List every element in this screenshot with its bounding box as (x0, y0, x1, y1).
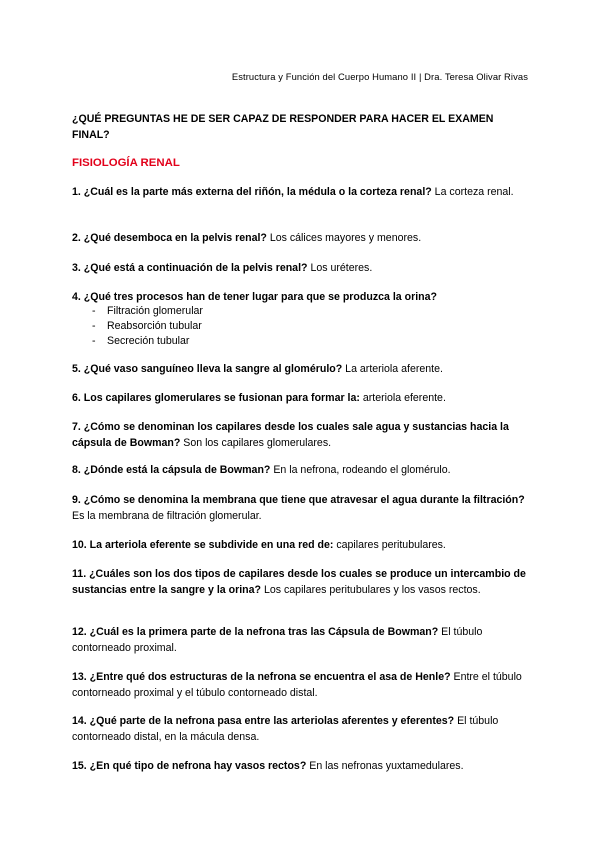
answer-text: La corteza renal. (431, 186, 514, 198)
page-title: ¿QUÉ PREGUNTAS HE DE SER CAPAZ DE RESPONDER PARA HACER EL EXAMEN FINAL? (72, 113, 494, 141)
question-13 (72, 669, 530, 701)
question-text: 10. La arteriola eferente se subdivide en una red de: (72, 539, 334, 551)
question-text: 3. ¿Qué está a continuación de la pelvis renal? (72, 262, 308, 274)
question-text: 9. ¿Cómo se denomina la membrana que tiene que atravesar el agua durante la filtración? (72, 494, 525, 506)
answer-text: Los uréteres. (307, 262, 373, 274)
question-text: 8. ¿Dónde está la cápsula de Bowman? (72, 464, 271, 476)
question-12 (72, 624, 530, 656)
answer-text: Son los capilares glomerulares. (180, 437, 332, 449)
question-8 (72, 462, 530, 478)
question-text: 14. ¿Qué parte de la nefrona pasa entre las arteriolas aferentes y eferentes? (72, 715, 455, 727)
answer-text: En la nefrona, rodeando el glomérulo. (270, 464, 451, 476)
list-item: - Filtración glomerular (92, 304, 203, 319)
answer-text: Entre el túbulo contorneado proximal y el túbulo contorneado distal. (72, 671, 522, 699)
question-7 (72, 419, 530, 451)
question-15 (72, 758, 530, 774)
list-item: - Reabsorción tubular (92, 319, 203, 334)
question-text: 12. ¿Cuál es la primera parte de la nefrona tras las Cápsula de Bowman? (72, 626, 439, 638)
section-heading: FISIOLOGÍA RENAL (72, 157, 180, 169)
question-text: 15. ¿En qué tipo de nefrona hay vasos rectos? (72, 760, 307, 772)
answer-text: El túbulo contorneado proximal. (72, 626, 483, 654)
question-2 (72, 230, 530, 246)
answer-text: Los capilares peritubulares y los vasos rectos. (261, 584, 481, 596)
answer-text: En las nefronas yuxtamedulares. (306, 760, 464, 772)
question-text: 4. ¿Qué tres procesos han de tener lugar para que se produzca la orina? (72, 291, 437, 303)
question-text: 11. ¿Cuáles son los dos tipos de capilares desde los cuales se produce un intercambio de sustancias entre la sangre y la orina? (72, 568, 526, 596)
answer-text: Los cálices mayores y menores. (266, 232, 422, 244)
answer-text: arteriola eferente. (359, 392, 446, 404)
answer-text: capilares peritubulares. (333, 539, 446, 551)
question-1 (72, 184, 530, 200)
question-text: 7. ¿Cómo se denominan los capilares desde los cuales sale agua y sustancias hacia la cápsula de Bowman? (72, 421, 509, 449)
question-text: 6. Los capilares glomerulares se fusionan para formar la: (72, 392, 360, 404)
question-3 (72, 260, 530, 276)
question-14 (72, 713, 530, 745)
list-item: - Secreción tubular (92, 334, 203, 349)
question-text: 13. ¿Entre qué dos estructuras de la nefrona se encuentra el asa de Henle? (72, 671, 451, 683)
question-text: 2. ¿Qué desemboca en la pelvis renal? (72, 232, 267, 244)
question-text: 5. ¿Qué vaso sanguíneo lleva la sangre al glomérulo? (72, 363, 343, 375)
question-11 (72, 566, 530, 598)
answer-text: El túbulo contorneado distal, en la mácula densa. (72, 715, 499, 743)
question-text: 1. ¿Cuál es la parte más externa del riñón, la médula o la corteza renal? (72, 186, 432, 198)
page-header: Estructura y Función del Cuerpo Humano II | Dra. Teresa Olivar Rivas (231, 71, 528, 82)
question-10 (72, 537, 530, 553)
question-9 (72, 492, 530, 524)
answer-text: La arteriola aferente. (342, 363, 443, 375)
question-4 (72, 289, 530, 305)
question-6 (72, 390, 530, 406)
question-5 (72, 361, 530, 377)
answer-text: Es la membrana de filtración glomerular. (72, 510, 262, 522)
process-list (92, 304, 203, 349)
